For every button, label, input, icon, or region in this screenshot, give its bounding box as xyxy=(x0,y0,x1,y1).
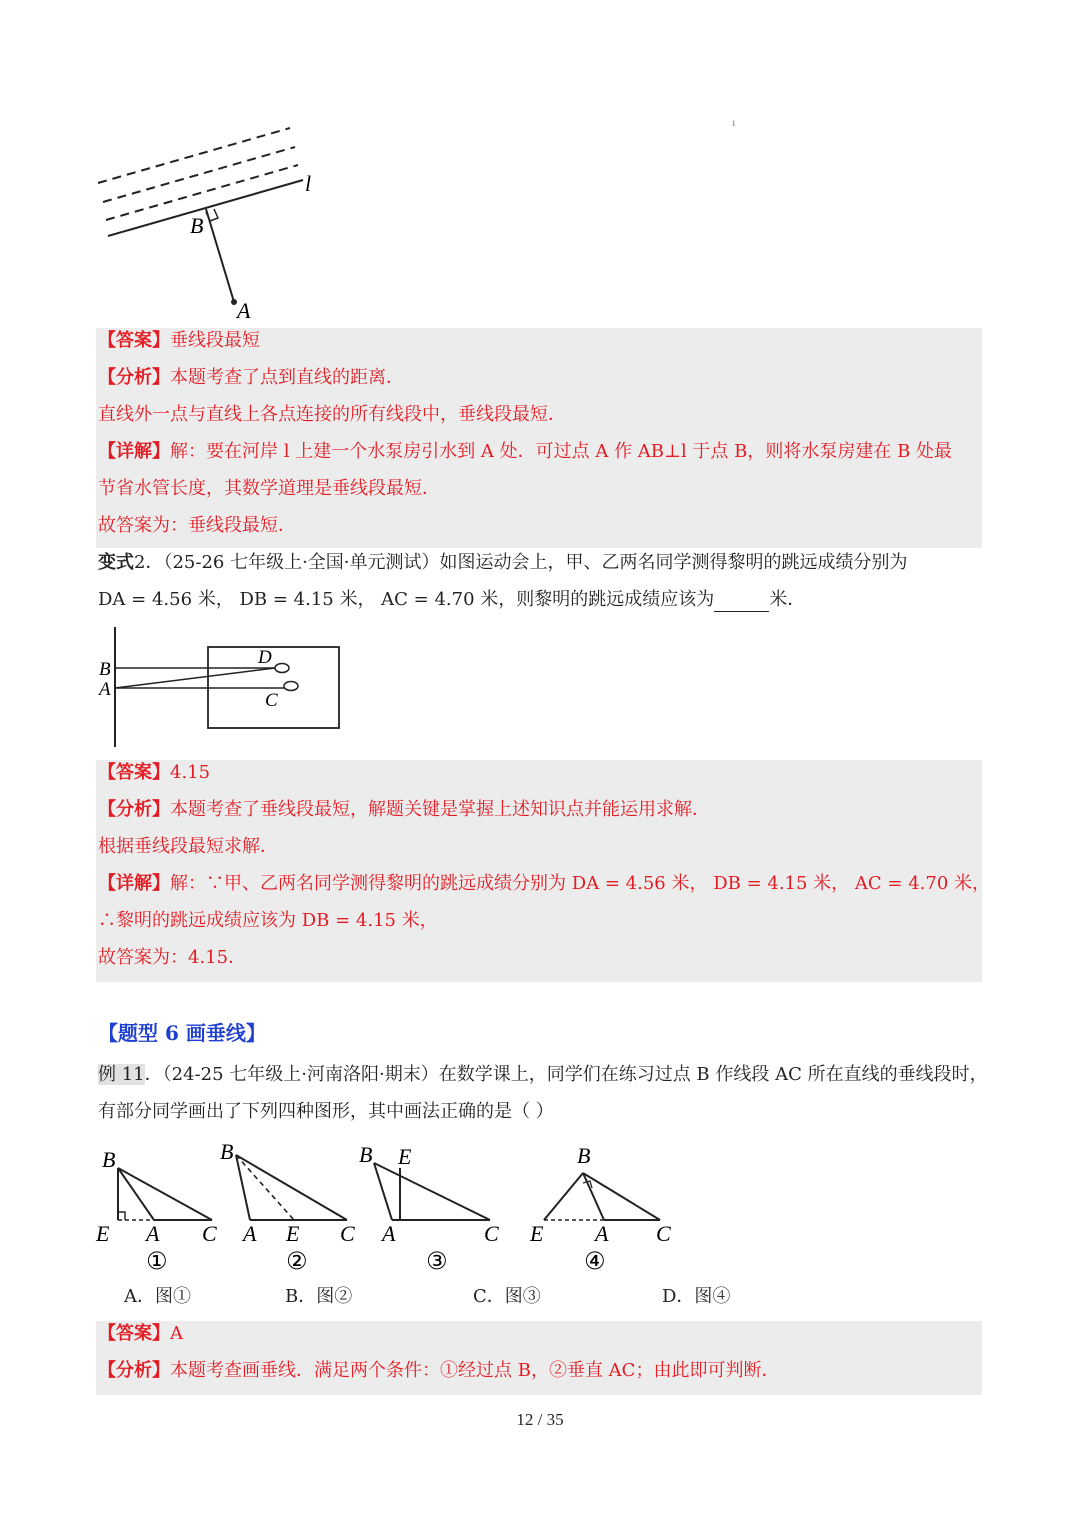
label-B: B xyxy=(99,659,111,680)
fig4-B: B xyxy=(577,1143,591,1168)
option-d[interactable]: D．图④ xyxy=(662,1286,731,1307)
fig4-E: E xyxy=(530,1221,544,1246)
page-number: 12 / 35 xyxy=(516,1410,564,1429)
tick-mark: ı xyxy=(732,115,736,129)
section-title: 【题型 6 画垂线】 xyxy=(98,1021,266,1045)
fig2-number: ② xyxy=(286,1247,308,1275)
label-C: C xyxy=(265,690,278,711)
analysis-line-2: 【分析】本题考查了垂线段最短，解题关键是掌握上述知识点并能运用求解． xyxy=(98,799,710,820)
fig3-B: B xyxy=(359,1142,373,1167)
detail-line-1b: 节省水管长度，其数学道理是垂线段最短． xyxy=(98,478,440,499)
label-A: A xyxy=(237,298,251,323)
label-D: D xyxy=(258,647,272,668)
analysis-line-2b: 根据垂线段最短求解． xyxy=(98,836,278,857)
answer-blank xyxy=(714,593,769,612)
fig2-C: C xyxy=(340,1221,355,1246)
triangle-figures xyxy=(90,1135,690,1275)
detail-line-2: 【详解】解：∵甲、乙两名同学测得黎明的跳远成绩分别为 DA = 4.56 米， DB = 4.15 米， AC = 4.70 米， xyxy=(98,873,990,894)
final-line-1: 故答案为：垂线段最短． xyxy=(98,515,296,536)
example-11-line1: 例 11．（24-25 七年级上·河南洛阳·期末）在数学课上，同学们在练习过点 B 作线段 AC 所在直线的垂线段时， xyxy=(98,1064,988,1085)
long-jump-figure xyxy=(95,625,355,750)
label-A: A xyxy=(99,679,111,700)
analysis-line-1: 【分析】本题考查了点到直线的距离． xyxy=(98,367,404,388)
variant-2-line1: 变式2．（25-26 七年级上·全国·单元测试）如图运动会上，甲、乙两名同学测得黎明的跳远成绩分别为 xyxy=(98,552,908,573)
detail-line-2b: ∴黎明的跳远成绩应该为 DB = 4.15 米， xyxy=(98,910,438,931)
example-11-line2: 有部分同学画出了下列四种图形，其中画法正确的是（ ） xyxy=(98,1101,554,1122)
variant-2-line2: DA = 4.56 米， DB = 4.15 米， AC = 4.70 米，则黎明的跳远成绩应该为 米． xyxy=(98,589,806,610)
fig3-C: C xyxy=(484,1221,499,1246)
fig2-B: B xyxy=(220,1139,234,1164)
fig3-A: A xyxy=(382,1221,396,1246)
final-line-2: 故答案为：4.15． xyxy=(98,947,247,968)
fig1-C: C xyxy=(202,1221,217,1246)
option-a[interactable]: A．图① xyxy=(124,1286,191,1307)
fig3-number: ③ xyxy=(426,1247,448,1275)
fig2-A: A xyxy=(243,1221,257,1246)
fig2-E: E xyxy=(286,1221,300,1246)
fig1-B: B xyxy=(102,1147,116,1172)
detail-line-1: 【详解】解：要在河岸 l 上建一个水泵房引水到 A 处．可过点 A 作 AB⊥l 于点 B，则将水泵房建在 B 处最 xyxy=(98,441,953,462)
answer-line-3: 【答案】A xyxy=(98,1323,183,1344)
fig3-E: E xyxy=(398,1144,412,1169)
fig1-E: E xyxy=(96,1221,110,1246)
river-figure xyxy=(90,110,750,325)
option-b[interactable]: B．图② xyxy=(285,1286,353,1307)
option-c[interactable]: C．图③ xyxy=(473,1286,541,1307)
fig4-A: A xyxy=(595,1221,609,1246)
analysis-line-1b: 直线外一点与直线上各点连接的所有线段中，垂线段最短． xyxy=(98,404,566,425)
fig4-number: ④ xyxy=(584,1247,606,1275)
analysis-line-3: 【分析】本题考查画垂线．满足两个条件：①经过点 B，②垂直 AC；由此即可判断． xyxy=(98,1360,780,1381)
fig4-C: C xyxy=(656,1221,671,1246)
fig1-number: ① xyxy=(146,1247,168,1275)
label-l: l xyxy=(305,171,312,196)
solution-block-3 xyxy=(96,1321,982,1395)
answer-line-2: 【答案】4.15 xyxy=(98,762,211,783)
answer-line-1: 【答案】垂线段最短 xyxy=(98,330,260,351)
fig1-A: A xyxy=(146,1221,160,1246)
label-B: B xyxy=(190,213,204,238)
